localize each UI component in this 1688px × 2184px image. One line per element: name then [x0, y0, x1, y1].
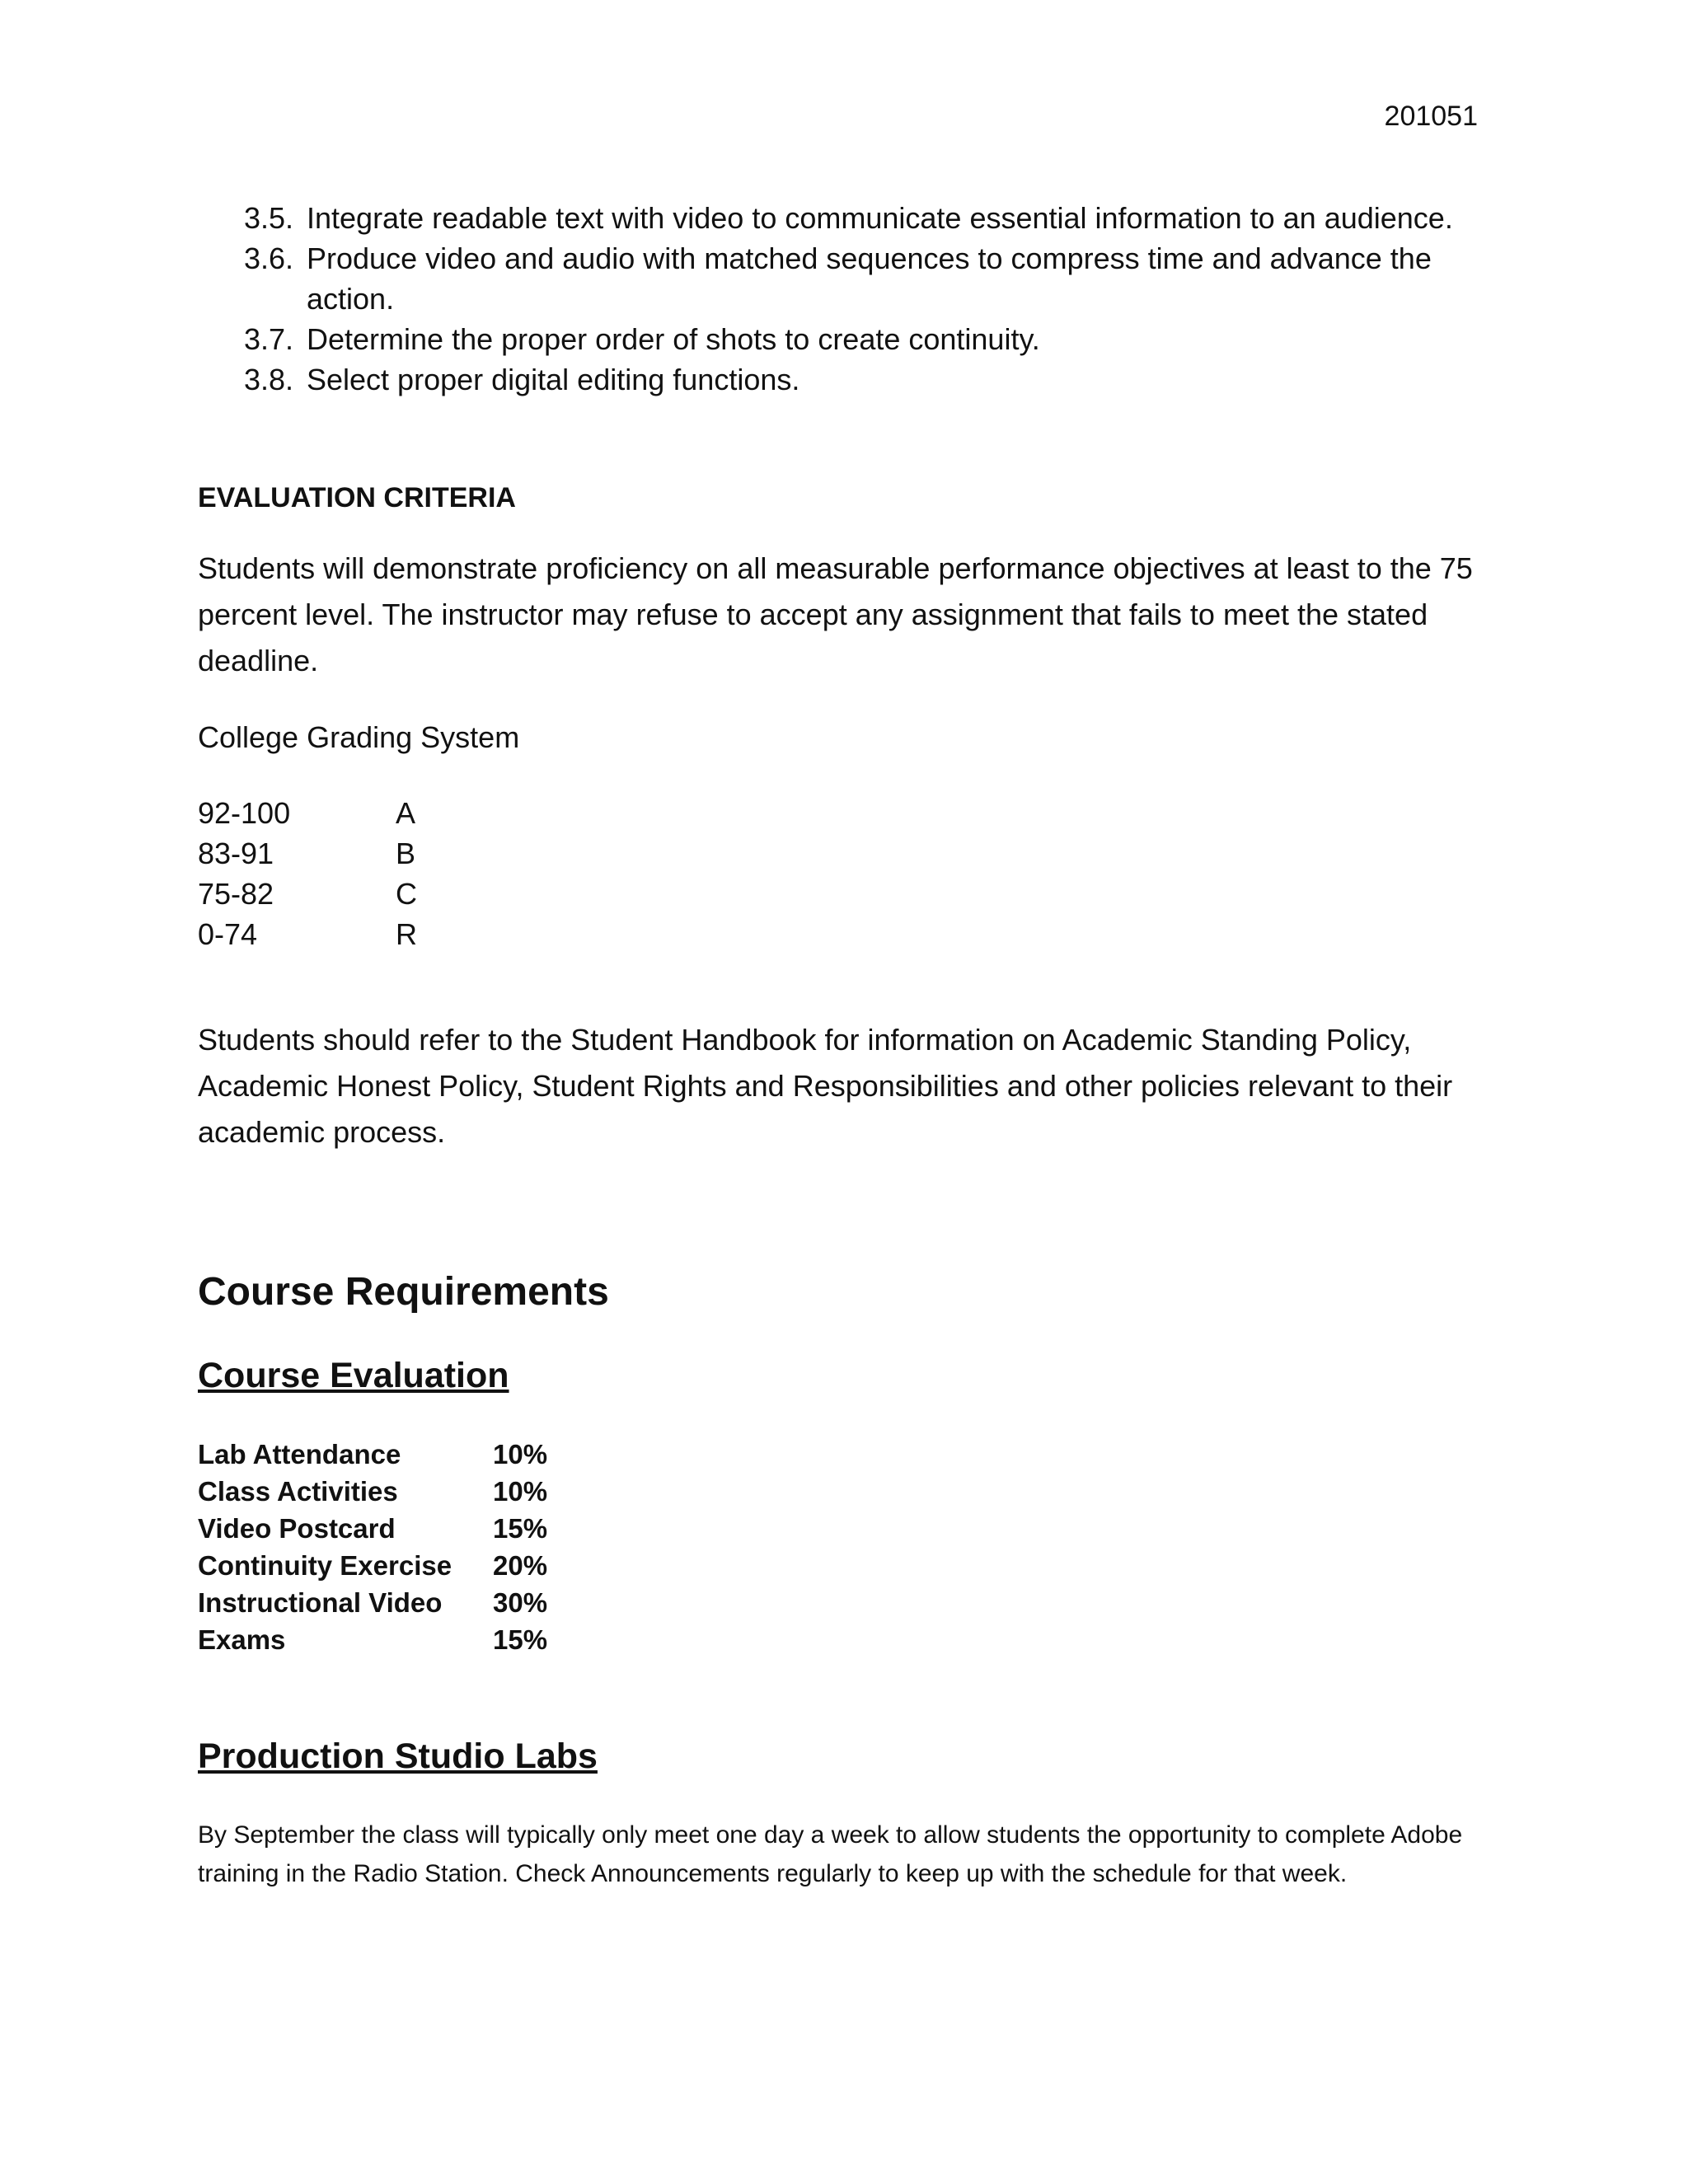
objective-number: 3.8. — [244, 363, 294, 396]
evaluation-item: Lab Attendance — [198, 1439, 401, 1469]
student-handbook-paragraph: Students should refer to the Student Handbook for information on Academic Standing Policy, Academic Honest Policy, Student Rights and Responsibilities and other policies relevant to their academic process. — [198, 1023, 1453, 1149]
grade-row — [198, 793, 417, 833]
evaluation-criteria-paragraph: Students will demonstrate proficiency on all measurable performance objectives at least to the 75 percent level. The instructor may refuse to accept any assignment that fails to meet the stated deadline. — [198, 551, 1473, 677]
page-number: 201051 — [1384, 101, 1478, 132]
course-requirements-heading: Course Requirements — [198, 1270, 609, 1314]
evaluation-row — [198, 1436, 547, 1473]
objective-number: 3.6. — [244, 241, 294, 275]
grade-row — [198, 874, 417, 914]
evaluation-row — [198, 1584, 547, 1621]
evaluation-percent: 15% — [493, 1513, 548, 1544]
objective-item — [244, 359, 1480, 400]
grade-letter: B — [396, 837, 416, 870]
objective-item — [244, 238, 1480, 319]
evaluation-item: Continuity Exercise — [198, 1550, 452, 1581]
course-evaluation-table — [198, 1436, 547, 1658]
objective-number: 3.7. — [244, 322, 294, 356]
production-studio-labs-heading: Production Studio Labs — [198, 1736, 598, 1776]
objective-text: Select proper digital editing functions. — [307, 363, 800, 396]
grade-range: 75-82 — [198, 877, 274, 911]
grade-range: 92-100 — [198, 796, 291, 830]
evaluation-item: Video Postcard — [198, 1513, 396, 1544]
objective-item — [244, 319, 1480, 359]
objective-text: Determine the proper order of shots to create continuity. — [307, 322, 1040, 356]
evaluation-percent: 30% — [493, 1587, 548, 1618]
evaluation-percent: 10% — [493, 1476, 548, 1507]
evaluation-criteria-heading: EVALUATION CRITERIA — [198, 482, 516, 513]
grade-letter: R — [396, 917, 417, 951]
evaluation-item: Instructional Video — [198, 1587, 443, 1618]
evaluation-row — [198, 1621, 547, 1658]
production-studio-labs-paragraph: By September the class will typically only meet one day a week to allow students the opportunity to complete Adobe training in the Radio Station. Check Announcements regularly to keep up with the schedule for that week. — [198, 1821, 1463, 1887]
grade-range: 83-91 — [198, 837, 274, 870]
evaluation-row — [198, 1473, 547, 1510]
grade-range: 0-74 — [198, 917, 258, 951]
objective-item — [244, 198, 1480, 238]
evaluation-percent: 10% — [493, 1439, 548, 1469]
evaluation-item: Exams — [198, 1624, 286, 1655]
evaluation-row — [198, 1510, 547, 1547]
objective-text: Integrate readable text with video to communicate essential information to an audience. — [307, 201, 1453, 235]
objective-number: 3.5. — [244, 201, 294, 235]
objective-text: Produce video and audio with matched sequences to compress time and advance the action. — [307, 241, 1432, 316]
evaluation-item: Class Activities — [198, 1476, 398, 1507]
grade-row — [198, 914, 417, 954]
grading-system-title: College Grading System — [198, 720, 520, 754]
grade-letter: A — [396, 796, 416, 830]
grade-letter: C — [396, 877, 417, 911]
objectives-list — [244, 198, 1480, 400]
evaluation-row — [198, 1547, 547, 1584]
grading-table — [198, 793, 417, 954]
evaluation-percent: 15% — [493, 1624, 548, 1655]
evaluation-percent: 20% — [493, 1550, 548, 1581]
grade-row — [198, 833, 417, 874]
course-evaluation-heading: Course Evaluation — [198, 1356, 509, 1395]
